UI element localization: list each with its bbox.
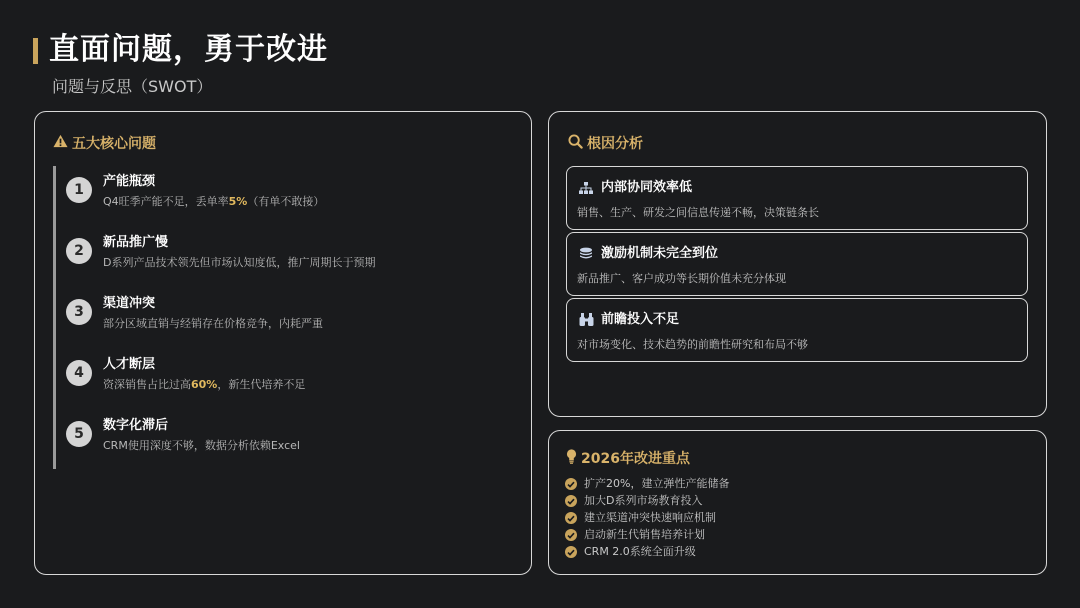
plan-list-item: [565, 493, 702, 509]
issue-title: 数字化滞后: [103, 418, 169, 433]
page-title: 直面问题，勇于改进: [49, 32, 328, 67]
issue-item: [66, 174, 506, 227]
issue-description: 部分区域直销与经销存在价格竞争，内耗严重: [103, 317, 323, 330]
lightbulb-icon: [566, 449, 581, 468]
root-cause-item: [566, 232, 1028, 296]
plan-list-item: [565, 527, 705, 543]
plan-item-text: 扩产20%，建立弹性产能储备: [584, 477, 730, 490]
check-circle-icon: [565, 495, 577, 507]
issue-title: 渠道冲突: [103, 296, 156, 311]
root-cause-description: 对市场变化、技术趋势的前瞻性研究和布局不够: [577, 338, 808, 351]
issue-highlight: 5%: [228, 195, 248, 208]
root-cause-header: [568, 133, 643, 153]
issue-item: [66, 357, 506, 410]
issue-item: [66, 235, 506, 288]
issue-description: 资深销售占比过高60%，新生代培养不足: [103, 378, 306, 391]
org-chart-icon: [579, 180, 593, 199]
issue-item: [66, 418, 506, 471]
issue-item: [66, 296, 506, 349]
root-cause-title: 前瞻投入不足: [601, 312, 680, 327]
issue-description: CRM使用深度不够，数据分析依赖Excel: [103, 439, 300, 452]
improvement-plan-header: [566, 448, 690, 468]
root-cause-item: [566, 298, 1028, 362]
check-circle-icon: [565, 546, 577, 558]
title-accent-bar: [33, 38, 38, 64]
issue-number: 4: [66, 360, 92, 386]
issue-description: D系列产品技术领先但市场认知度低，推广周期长于预期: [103, 256, 376, 269]
root-cause-description: 新品推广、客户成功等长期价值未充分体现: [577, 272, 786, 285]
plan-item-text: 启动新生代销售培养计划: [584, 528, 705, 541]
issue-title: 产能瓶颈: [103, 174, 156, 189]
plan-list-item: [565, 510, 716, 526]
plan-list-item: [565, 476, 729, 492]
core-issues-title: 五大核心问题: [72, 136, 156, 152]
improvement-plan-title: 2026年改进重点: [581, 451, 690, 467]
issue-description: Q4旺季产能不足，丢单率5%（有单不敢接）: [103, 195, 325, 208]
plan-item-text: CRM 2.0系统全面升级: [584, 545, 696, 558]
issue-title: 新品推广慢: [103, 235, 169, 250]
page-subtitle: 问题与反思（SWOT）: [52, 77, 213, 96]
issue-number: 1: [66, 177, 92, 203]
plan-item-text: 加大D系列市场教育投入: [584, 494, 703, 507]
timeline-line: [53, 166, 56, 469]
issue-number: 2: [66, 238, 92, 264]
issue-number: 5: [66, 421, 92, 447]
root-cause-title: 内部协同效率低: [601, 180, 693, 195]
plan-list-item: [565, 544, 696, 560]
check-circle-icon: [565, 478, 577, 490]
root-cause-title: 根因分析: [587, 136, 643, 152]
root-cause-item: [566, 166, 1028, 230]
issue-title: 人才断层: [103, 357, 156, 372]
core-issues-header: [53, 133, 156, 153]
root-cause-description: 销售、生产、研发之间信息传递不畅，决策链条长: [577, 206, 819, 219]
issue-highlight: 60%: [191, 378, 218, 391]
issue-number: 3: [66, 299, 92, 325]
check-circle-icon: [565, 529, 577, 541]
check-circle-icon: [565, 512, 577, 524]
warning-icon: [53, 134, 72, 152]
coins-icon: [579, 246, 593, 265]
binoculars-icon: [579, 312, 594, 331]
search-icon: [568, 134, 587, 153]
root-cause-title: 激励机制未完全到位: [601, 246, 719, 261]
plan-item-text: 建立渠道冲突快速响应机制: [584, 511, 716, 524]
